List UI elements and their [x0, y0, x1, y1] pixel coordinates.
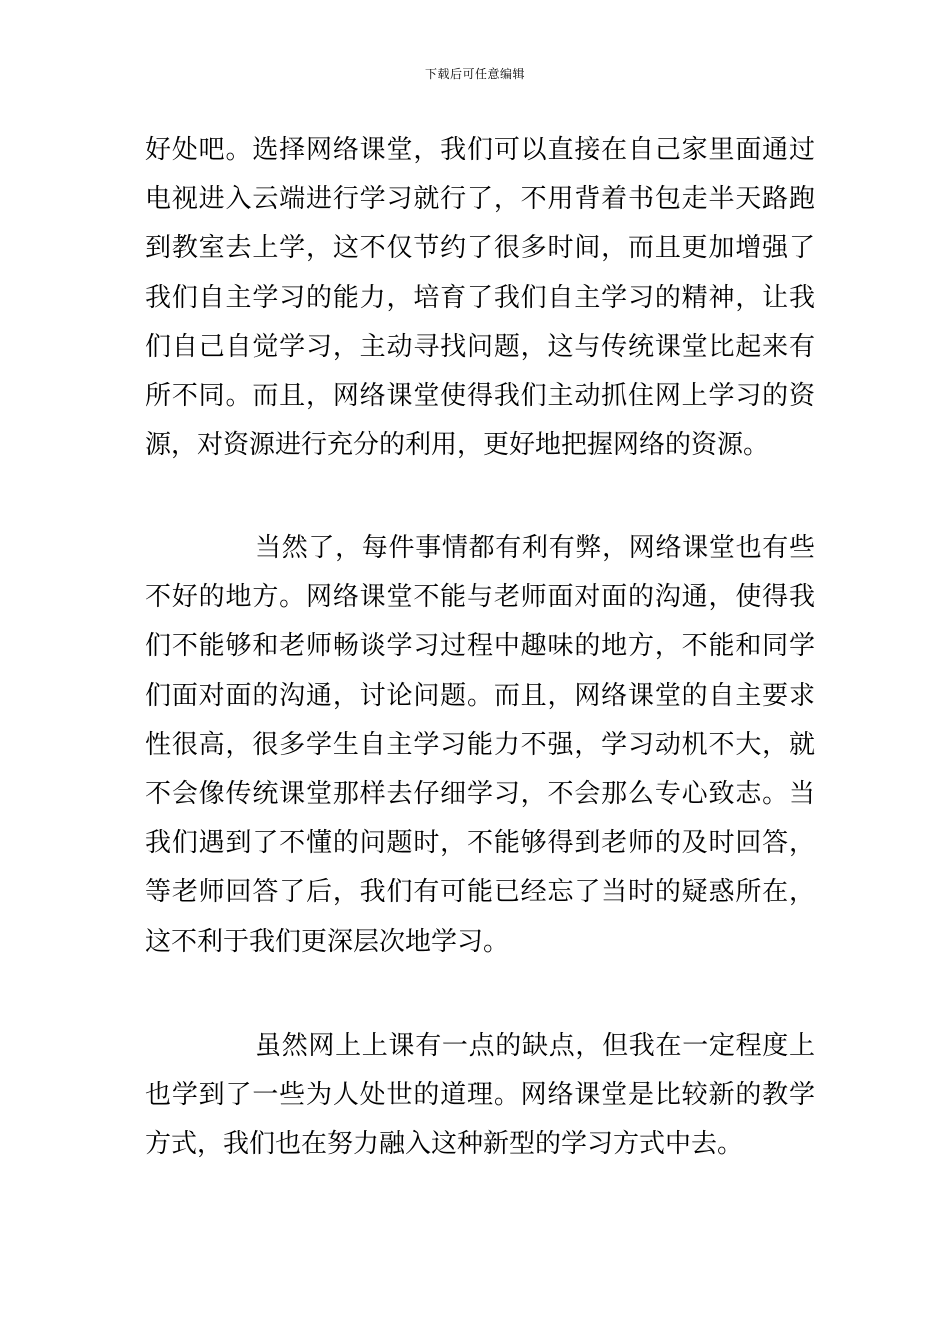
- text-line: 们面对面的沟通，讨论问题。而且，网络课堂的自主要求: [145, 680, 815, 711]
- text-line: 们不能够和老师畅谈学习过程中趣味的地方，不能和同学: [145, 631, 815, 662]
- text-line: 等老师回答了后，我们有可能已经忘了当时的疑惑所在，: [145, 877, 815, 908]
- text-line: 当然了，每件事情都有利有弊，网络课堂也有些: [255, 533, 815, 563]
- text-line: 虽然网上上课有一点的缺点，但我在一定程度上: [255, 1031, 815, 1061]
- text-line: 到教室去上学，这不仅节约了很多时间，而且更加增强了: [145, 233, 815, 264]
- text-line: 所不同。而且，网络课堂使得我们主动抓住网上学习的资: [145, 380, 815, 411]
- text-line: 方式，我们也在努力融入这种新型的学习方式中去。: [145, 1129, 744, 1160]
- text-line: 性很高，很多学生自主学习能力不强，学习动机不大，就: [145, 729, 815, 760]
- text-line: 电视进入云端进行学习就行了，不用背着书包走半天路跑: [145, 184, 815, 215]
- paragraph-1: [145, 126, 815, 470]
- page-header: 下载后可任意编辑: [424, 67, 525, 81]
- text-line: 好处吧。选择网络课堂，我们可以直接在自己家里面通过: [145, 135, 815, 165]
- text-line: 们自己自觉学习，主动寻找问题，这与传统课堂比起来有: [145, 331, 815, 362]
- text-line: 不好的地方。网络课堂不能与老师面对面的沟通，使得我: [145, 582, 815, 613]
- text-line: 这不利于我们更深层次地学习。: [145, 926, 510, 957]
- paragraph-2: [145, 524, 815, 967]
- paragraph-3: [145, 1022, 815, 1170]
- text-line: 也学到了一些为人处世的道理。网络课堂是比较新的教学: [145, 1080, 815, 1111]
- text-line: 我们自主学习的能力，培育了我们自主学习的精神，让我: [145, 282, 815, 313]
- text-line: 我们遇到了不懂的问题时，不能够得到老师的及时回答，: [145, 828, 815, 859]
- text-line: 不会像传统课堂那样去仔细学习，不会那么专心致志。当: [145, 778, 815, 809]
- text-line: 源，对资源进行充分的利用，更好地把握网络的资源。: [145, 430, 770, 461]
